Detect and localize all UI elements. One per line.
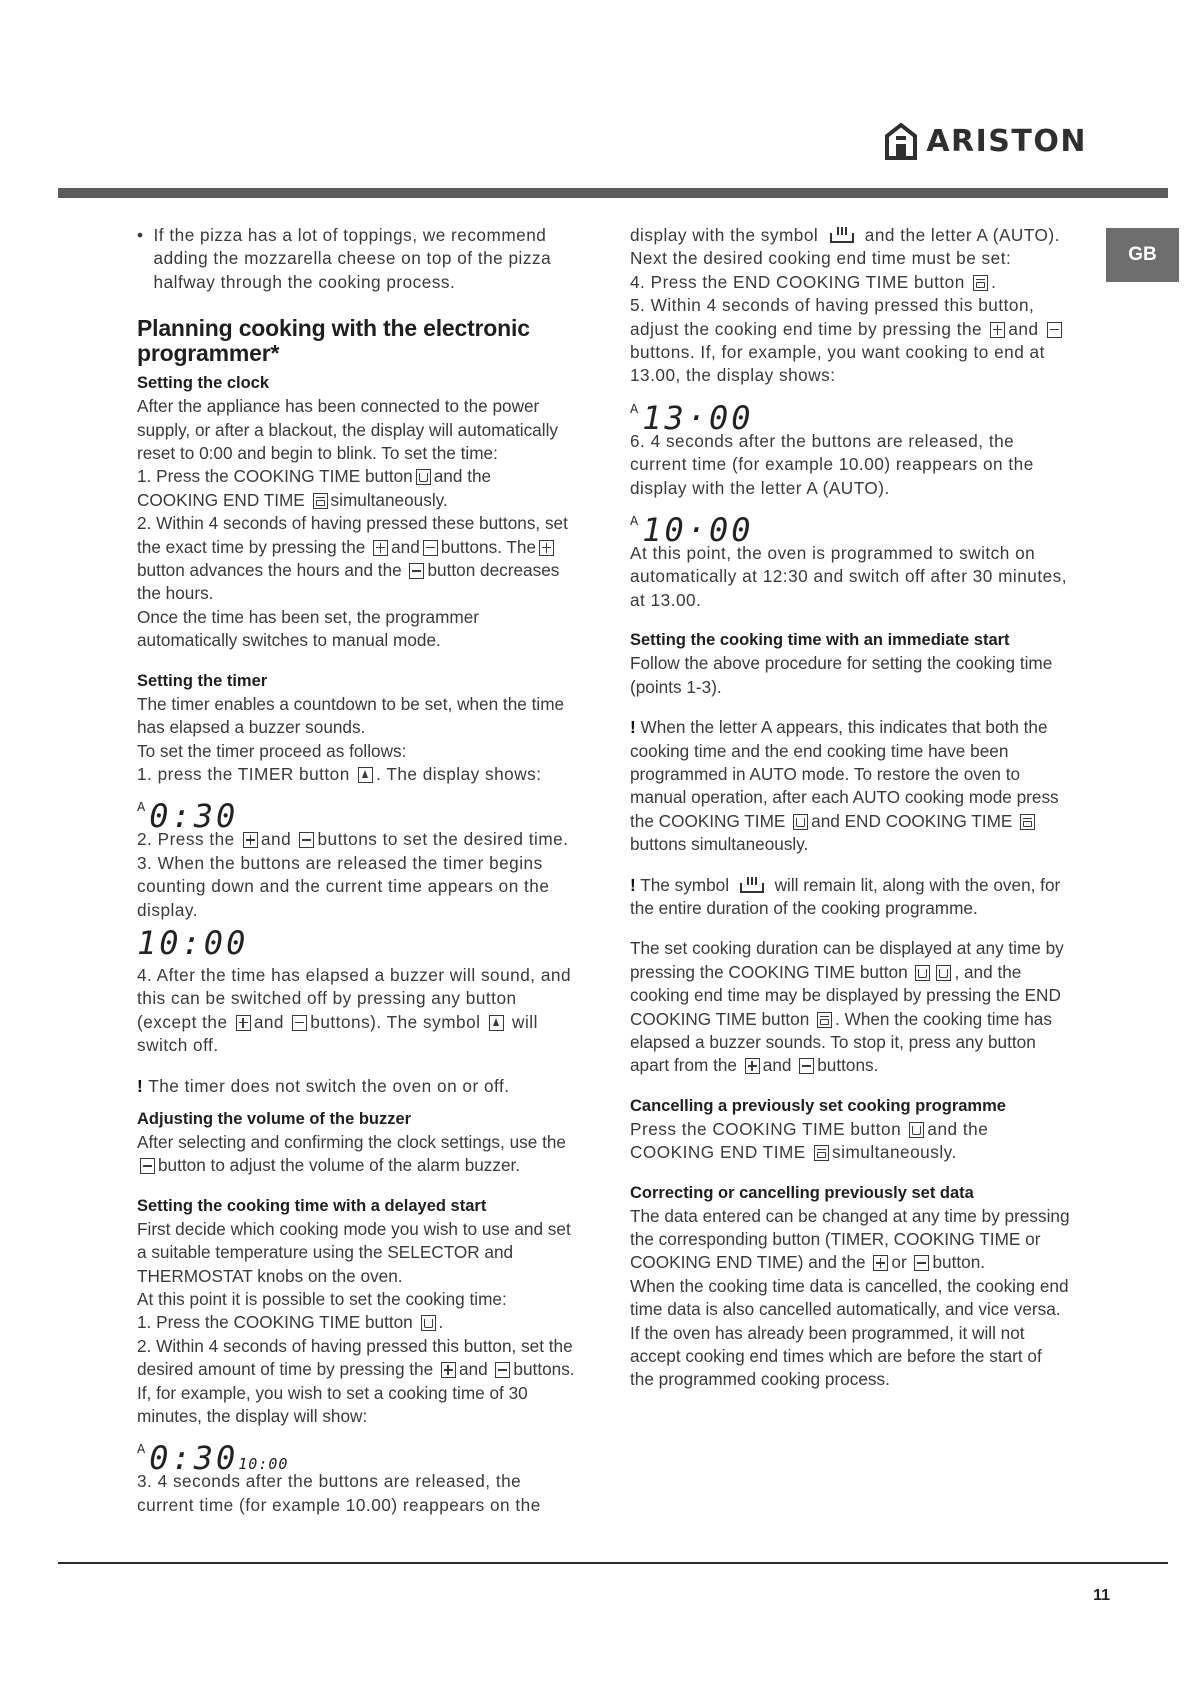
plus-button-icon [873, 1255, 888, 1271]
left-column: • If the pizza has a lot of toppings, we recommend adding the mozzarella cheese on top of the pizza halfway through the cooking process. Planning cooking with the electronic programmer* Setting the clock After the appliance has been connected to the power supply, or after a blackout, the display will automatically reset to 0:00 and begin to blink. To set the time: 1. Press the COOKING TIME button and the COOKING END TIME simultaneously. 2. Within 4 seconds of having pressed these buttons, set the exact time by pressing the and buttons. The button advances the hours and the button decreases the hours. Once the time has been set, the programmer automatically switches to manual mode. Setting the timer The timer enables a countdown to be set, when the time has elapsed a buzzer sounds. To set the timer proceed as follows: 1. press the TIMER button . The display shows: $^A$ 0:30 2. Press the and buttons to set the desired time. 3. When the buttons are released the timer begins counting down and the current time appears on the display. 10:00 4. After the time has elapsed a buzzer will sound, and this can be switched off by pressing any button (except the and buttons). The symbol will switch off. ! The timer does not switch the oven on or off. Adjusting the volume of the buzzer After selecting and confirming the clock settings, use the button to adjust the volume of the alarm buzzer. Setting the cooking time with a delayed start First decide which cooking mode you wish to use and set a suitable temperature using the SELECTOR and THERMOSTAT knobs on the oven. At this point it is possible to set the cooking time: 1. Press the COOKING TIME button . 2. Within 4 seconds of having pressed this button, set the desired amount of time by pressing the and buttons. If, for example, you wish to set a cooking time of 30 minutes, the display will show: $^A$ 0:3010:00 3. 4 seconds after the buttons are released, the current time (for example 10.00) reappears on the [137, 224, 577, 1517]
cooking-time-button-icon [909, 1122, 924, 1138]
display-end-1300: $^A$ 13·00 [630, 398, 754, 437]
cooking-time-button-icon [915, 965, 930, 981]
symbol-note: ! The symbol will remain lit, along with the oven, for the entire duration of the cooking programme. [630, 874, 1061, 918]
cooking-time-button-icon [793, 814, 808, 830]
bullet-mark: • [137, 225, 144, 245]
display-timer-1000: 10:00 [137, 923, 249, 962]
auto-cooking-symbol-icon [829, 225, 855, 245]
language-tab: GB [1106, 228, 1179, 282]
clock-step-2: 2. Within 4 seconds of having pressed these buttons, set the exact time by pressing the and buttons. The button advances the hours and the button decreases the hours. [137, 513, 568, 604]
section-title: Planning cooking with the electronic programmer* [137, 315, 530, 367]
cooking-end-time-button-icon [313, 493, 328, 509]
minus-button-icon [140, 1158, 155, 1174]
clock-step-1: 1. Press the COOKING TIME button and the COOKING END TIME simultaneously. [137, 466, 492, 510]
plus-button-icon [243, 832, 258, 848]
heading-immediate-start: Setting the cooking time with an immediate start [630, 631, 1010, 650]
footer-divider [58, 1562, 1168, 1564]
minus-button-icon [409, 563, 424, 579]
brand-logo [884, 120, 1087, 162]
pizza-tip: • If the pizza has a lot of toppings, we recommend adding the mozzarella cheese on top of the pizza halfway through the cooking process. [137, 224, 577, 294]
timer-step-4: 4. After the time has elapsed a buzzer will sound, and this can be switched off by pressing any button (except the and buttons). The symbol will switch off. [137, 964, 572, 1056]
cooking-time-button-icon [421, 1315, 436, 1331]
minus-button-icon [799, 1058, 814, 1074]
house-logo-icon [884, 122, 918, 160]
cooking-time-button-icon [416, 469, 431, 485]
plus-button-icon [539, 540, 554, 556]
auto-note: ! When the letter A appears, this indicates that both the cooking time and the end cooking time have been programmed in AUTO mode. To restore the oven to manual operation, after each AUTO cooking mode press the COOKING TIME and END COOKING TIME buttons simultaneously. [630, 717, 1059, 855]
brand-name: ARISTON [926, 123, 1087, 159]
cooking-time-button-icon [936, 965, 951, 981]
heading-buzzer: Adjusting the volume of the buzzer [137, 1109, 412, 1128]
heading-correct-data: Correcting or cancelling previously set data [630, 1183, 974, 1202]
right-column: display with the symbol and the letter A (AUTO). Next the desired cooking end time must be set: 4. Press the END COOKING TIME button . 5. Within 4 seconds of having pressed this button, adjust the cooking end time by pressing the and buttons. If, for example, you want cooking to end at 13.00, the display shows: $^A$ 13·00 6. 4 seconds after the buttons are released, the current time (for example 10.00) reappears on the display with the letter A (AUTO). $^A$ 10·00 At this point, the oven is programmed to switch on automatically at 12:30 and switch off after 30 minutes, at 13.00. Setting the cooking time with an immediate start Follow the above procedure for setting the cooking time (points 1-3). ! When the letter A appears, this indicates that both the cooking time and the end cooking time have been programmed in AUTO mode. To restore the oven to manual operation, after each AUTO cooking mode press the COOKING TIME and END COOKING TIME buttons simultaneously. ! The symbol will remain lit, along with the oven, for the entire duration of the cooking programme. The set cooking duration can be displayed at any time by pressing the COOKING TIME button , and the cooking end time may be displayed by pressing the END COOKING TIME button . When the cooking time has elapsed a buzzer sounds. To stop it, press any button apart from the and buttons. Cancelling a previously set cooking programme Press the COOKING TIME button and the COOKING END TIME simultaneously. Correcting or cancelling previously set data The data entered can be changed at any time by pressing the corresponding button (TIMER, COOKING TIME or COOKING END TIME) and the or button. When the cooking time data is cancelled, the cooking end time data is also cancelled automatically, and vice versa. If the oven has already been programmed, it will not accept cooking end times which are before the start of the programmed cooking process. [630, 225, 1070, 1390]
cooking-end-time-button-icon [973, 275, 988, 291]
timer-step-2: 2. Press the and buttons to set the desired time. [137, 829, 569, 850]
page-number: 11 [1093, 1587, 1110, 1604]
auto-cooking-symbol-icon [739, 875, 765, 895]
display-current-1000: $^A$ 10·00 [630, 511, 754, 550]
header-divider [58, 188, 1168, 198]
cooking-end-time-button-icon [1020, 814, 1035, 830]
minus-button-icon [1047, 322, 1062, 338]
plus-button-icon [990, 322, 1005, 338]
timer-bell-icon [489, 1015, 504, 1031]
timer-step-1: 1. press the TIMER button . The display shows: [137, 763, 542, 784]
heading-setting-timer: Setting the timer [137, 671, 268, 690]
timer-bell-icon [358, 767, 373, 783]
cooking-end-time-button-icon [814, 1145, 829, 1161]
minus-button-icon [423, 540, 438, 556]
timer-note: ! The timer does not switch the oven on or off. [137, 1075, 510, 1096]
heading-setting-clock: Setting the clock [137, 374, 270, 393]
minus-button-icon [495, 1362, 510, 1378]
minus-button-icon [299, 832, 314, 848]
plus-button-icon [236, 1015, 251, 1031]
plus-button-icon [441, 1362, 456, 1378]
minus-button-icon [914, 1255, 929, 1271]
plus-button-icon [745, 1058, 760, 1074]
heading-delayed-start: Setting the cooking time with a delayed start [137, 1196, 487, 1215]
plus-button-icon [373, 540, 388, 556]
display-delayed-030: $^A$ 0:3010:00 [137, 1439, 289, 1478]
display-timer-030: $^A$ 0:30 [137, 797, 239, 836]
heading-cancel-programme: Cancelling a previously set cooking programme [630, 1096, 1006, 1115]
minus-button-icon [292, 1015, 307, 1031]
cooking-end-time-button-icon [817, 1012, 832, 1028]
